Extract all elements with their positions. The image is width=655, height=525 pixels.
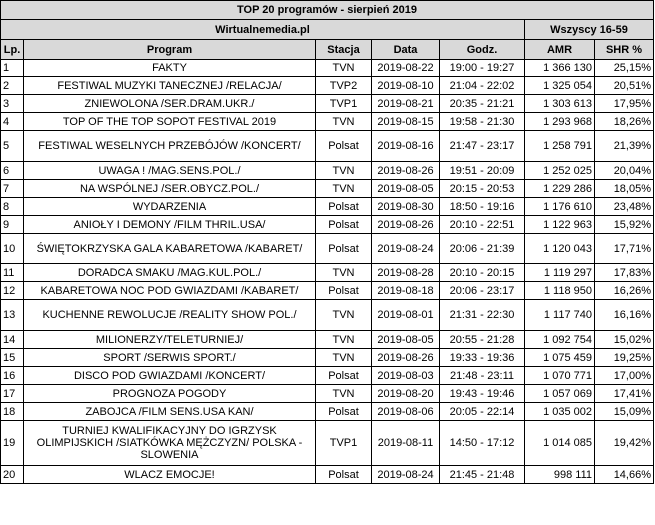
table-row — [1, 466, 654, 484]
cell-date: 2019-08-26 — [372, 162, 440, 180]
cell-amr: 1 176 610 — [525, 198, 595, 216]
cell-station: TVN — [316, 331, 372, 349]
audience-group-label: Wszyscy 16-59 — [525, 20, 654, 40]
cell-amr: 1 366 130 — [525, 60, 595, 77]
cell-amr: 1 293 968 — [525, 113, 595, 131]
table-row — [1, 300, 654, 331]
cell-program: TOP OF THE TOP SOPOT FESTIVAL 2019 — [24, 113, 316, 131]
cell-lp: 18 — [1, 403, 24, 421]
cell-station: TVP1 — [316, 421, 372, 466]
col-header-time: Godz. — [440, 40, 525, 60]
cell-shr: 15,92% — [595, 216, 654, 234]
cell-date: 2019-08-16 — [372, 131, 440, 162]
table-row — [1, 198, 654, 216]
cell-date: 2019-08-15 — [372, 113, 440, 131]
cell-shr: 18,26% — [595, 113, 654, 131]
cell-station: TVN — [316, 180, 372, 198]
cell-program: KUCHENNE REWOLUCJE /REALITY SHOW POL./ — [24, 300, 316, 331]
cell-program: WLACZ EMOCJE! — [24, 466, 316, 484]
table-row — [1, 421, 654, 466]
cell-date: 2019-08-26 — [372, 216, 440, 234]
cell-lp: 8 — [1, 198, 24, 216]
table-row — [1, 95, 654, 113]
cell-station: Polsat — [316, 198, 372, 216]
cell-station: TVN — [316, 264, 372, 282]
cell-shr: 17,95% — [595, 95, 654, 113]
cell-lp: 11 — [1, 264, 24, 282]
cell-time: 19:58 - 21:30 — [440, 113, 525, 131]
cell-lp: 17 — [1, 385, 24, 403]
table-row — [1, 282, 654, 300]
cell-program: ZNIEWOLONA /SER.DRAM.UKR./ — [24, 95, 316, 113]
table-row — [1, 234, 654, 264]
cell-date: 2019-08-01 — [372, 300, 440, 331]
cell-shr: 17,00% — [595, 367, 654, 385]
cell-time: 14:50 - 17:12 — [440, 421, 525, 466]
cell-time: 19:43 - 19:46 — [440, 385, 525, 403]
cell-lp: 7 — [1, 180, 24, 198]
cell-amr: 1 075 459 — [525, 349, 595, 367]
cell-time: 21:04 - 22:02 — [440, 77, 525, 95]
cell-station: Polsat — [316, 466, 372, 484]
cell-lp: 15 — [1, 349, 24, 367]
cell-date: 2019-08-28 — [372, 264, 440, 282]
cell-station: Polsat — [316, 234, 372, 264]
cell-station: TVN — [316, 300, 372, 331]
cell-amr: 1 303 613 — [525, 95, 595, 113]
table-row — [1, 367, 654, 385]
cell-time: 20:15 - 20:53 — [440, 180, 525, 198]
table-row — [1, 331, 654, 349]
cell-time: 20:10 - 20:15 — [440, 264, 525, 282]
cell-amr: 998 111 — [525, 466, 595, 484]
cell-date: 2019-08-05 — [372, 331, 440, 349]
cell-time: 18:50 - 19:16 — [440, 198, 525, 216]
cell-shr: 23,48% — [595, 198, 654, 216]
cell-shr: 20,51% — [595, 77, 654, 95]
cell-time: 20:10 - 22:51 — [440, 216, 525, 234]
cell-program: KABARETOWA NOC POD GWIAZDAMI /KABARET/ — [24, 282, 316, 300]
cell-program: ANIOŁY I DEMONY /FILM THRIL.USA/ — [24, 216, 316, 234]
cell-station: TVP1 — [316, 95, 372, 113]
cell-station: Polsat — [316, 131, 372, 162]
col-header-lp: Lp. — [1, 40, 24, 60]
cell-program: ŚWIĘTOKRZYSKA GALA KABARETOWA /KABARET/ — [24, 234, 316, 264]
cell-date: 2019-08-20 — [372, 385, 440, 403]
cell-amr: 1 258 791 — [525, 131, 595, 162]
cell-time: 21:31 - 22:30 — [440, 300, 525, 331]
cell-shr: 18,05% — [595, 180, 654, 198]
table-row — [1, 216, 654, 234]
cell-program: FESTIWAL MUZYKI TANECZNEJ /RELACJA/ — [24, 77, 316, 95]
cell-amr: 1 117 740 — [525, 300, 595, 331]
table-row — [1, 349, 654, 367]
cell-date: 2019-08-05 — [372, 180, 440, 198]
cell-program: MILIONERZY/TELETURNIEJ/ — [24, 331, 316, 349]
table-title: TOP 20 programów - sierpień 2019 — [1, 1, 654, 20]
cell-shr: 16,26% — [595, 282, 654, 300]
cell-date: 2019-08-24 — [372, 234, 440, 264]
cell-amr: 1 092 754 — [525, 331, 595, 349]
cell-shr: 16,16% — [595, 300, 654, 331]
table-row — [1, 77, 654, 95]
table-row — [1, 264, 654, 282]
cell-lp: 10 — [1, 234, 24, 264]
cell-amr: 1 229 286 — [525, 180, 595, 198]
cell-amr: 1 252 025 — [525, 162, 595, 180]
cell-amr: 1 057 069 — [525, 385, 595, 403]
cell-time: 21:48 - 23:11 — [440, 367, 525, 385]
table-row — [1, 162, 654, 180]
cell-lp: 5 — [1, 131, 24, 162]
cell-station: TVN — [316, 162, 372, 180]
cell-date: 2019-08-03 — [372, 367, 440, 385]
cell-program: PROGNOZA POGODY — [24, 385, 316, 403]
cell-lp: 13 — [1, 300, 24, 331]
cell-program: FAKTY — [24, 60, 316, 77]
cell-amr: 1 122 963 — [525, 216, 595, 234]
table-row — [1, 180, 654, 198]
cell-amr: 1 035 002 — [525, 403, 595, 421]
cell-time: 19:33 - 19:36 — [440, 349, 525, 367]
cell-program: NA WSPÓLNEJ /SER.OBYCZ.POL./ — [24, 180, 316, 198]
cell-station: TVP2 — [316, 77, 372, 95]
table-row — [1, 403, 654, 421]
cell-station: TVN — [316, 349, 372, 367]
cell-station: TVN — [316, 385, 372, 403]
cell-program: DORADCA SMAKU /MAG.KUL.POL./ — [24, 264, 316, 282]
cell-time: 20:06 - 23:17 — [440, 282, 525, 300]
cell-time: 20:05 - 22:14 — [440, 403, 525, 421]
source-label: Wirtualnemedia.pl — [1, 20, 525, 40]
cell-program: ZABOJCA /FILM SENS.USA KAN/ — [24, 403, 316, 421]
cell-lp: 2 — [1, 77, 24, 95]
table-row — [1, 113, 654, 131]
cell-time: 20:35 - 21:21 — [440, 95, 525, 113]
cell-shr: 25,15% — [595, 60, 654, 77]
cell-time: 20:55 - 21:28 — [440, 331, 525, 349]
cell-lp: 16 — [1, 367, 24, 385]
cell-station: TVN — [316, 60, 372, 77]
cell-program: SPORT /SERWIS SPORT./ — [24, 349, 316, 367]
col-header-date: Data — [372, 40, 440, 60]
cell-time: 21:45 - 21:48 — [440, 466, 525, 484]
cell-date: 2019-08-26 — [372, 349, 440, 367]
cell-program: DISCO POD GWIAZDAMI /KONCERT/ — [24, 367, 316, 385]
cell-shr: 14,66% — [595, 466, 654, 484]
cell-shr: 17,71% — [595, 234, 654, 264]
cell-shr: 19,25% — [595, 349, 654, 367]
cell-date: 2019-08-18 — [372, 282, 440, 300]
cell-lp: 9 — [1, 216, 24, 234]
cell-lp: 6 — [1, 162, 24, 180]
cell-date: 2019-08-06 — [372, 403, 440, 421]
cell-date: 2019-08-21 — [372, 95, 440, 113]
cell-program: TURNIEJ KWALIFIKACYJNY DO IGRZYSK OLIMPIJSKICH /SIATKÓWKA MĘŻCZYZN/ POLSKA - SLOWENIA — [24, 421, 316, 466]
cell-time: 20:06 - 21:39 — [440, 234, 525, 264]
cell-program: UWAGA ! /MAG.SENS.POL./ — [24, 162, 316, 180]
cell-station: TVN — [316, 113, 372, 131]
table-row — [1, 60, 654, 77]
cell-date: 2019-08-10 — [372, 77, 440, 95]
cell-time: 19:00 - 19:27 — [440, 60, 525, 77]
cell-shr: 17,41% — [595, 385, 654, 403]
cell-amr: 1 070 771 — [525, 367, 595, 385]
cell-lp: 20 — [1, 466, 24, 484]
cell-shr: 17,83% — [595, 264, 654, 282]
cell-date: 2019-08-24 — [372, 466, 440, 484]
cell-time: 21:47 - 23:17 — [440, 131, 525, 162]
cell-shr: 21,39% — [595, 131, 654, 162]
cell-lp: 14 — [1, 331, 24, 349]
table-body — [1, 60, 654, 484]
col-header-station: Stacja — [316, 40, 372, 60]
cell-amr: 1 325 054 — [525, 77, 595, 95]
cell-shr: 20,04% — [595, 162, 654, 180]
table-row — [1, 385, 654, 403]
col-header-program: Program — [24, 40, 316, 60]
cell-shr: 19,42% — [595, 421, 654, 466]
cell-lp: 3 — [1, 95, 24, 113]
cell-lp: 1 — [1, 60, 24, 77]
cell-lp: 19 — [1, 421, 24, 466]
col-header-amr: AMR — [525, 40, 595, 60]
cell-program: WYDARZENIA — [24, 198, 316, 216]
cell-date: 2019-08-22 — [372, 60, 440, 77]
cell-program: FESTIWAL WESELNYCH PRZEBÓJÓW /KONCERT/ — [24, 131, 316, 162]
cell-amr: 1 014 085 — [525, 421, 595, 466]
cell-amr: 1 119 297 — [525, 264, 595, 282]
cell-date: 2019-08-11 — [372, 421, 440, 466]
table-row — [1, 131, 654, 162]
cell-shr: 15,02% — [595, 331, 654, 349]
cell-station: Polsat — [316, 403, 372, 421]
cell-station: Polsat — [316, 282, 372, 300]
cell-shr: 15,09% — [595, 403, 654, 421]
cell-amr: 1 118 950 — [525, 282, 595, 300]
cell-amr: 1 120 043 — [525, 234, 595, 264]
cell-station: Polsat — [316, 367, 372, 385]
col-header-shr: SHR % — [595, 40, 654, 60]
cell-date: 2019-08-30 — [372, 198, 440, 216]
cell-lp: 4 — [1, 113, 24, 131]
cell-time: 19:51 - 20:09 — [440, 162, 525, 180]
cell-station: Polsat — [316, 216, 372, 234]
cell-lp: 12 — [1, 282, 24, 300]
